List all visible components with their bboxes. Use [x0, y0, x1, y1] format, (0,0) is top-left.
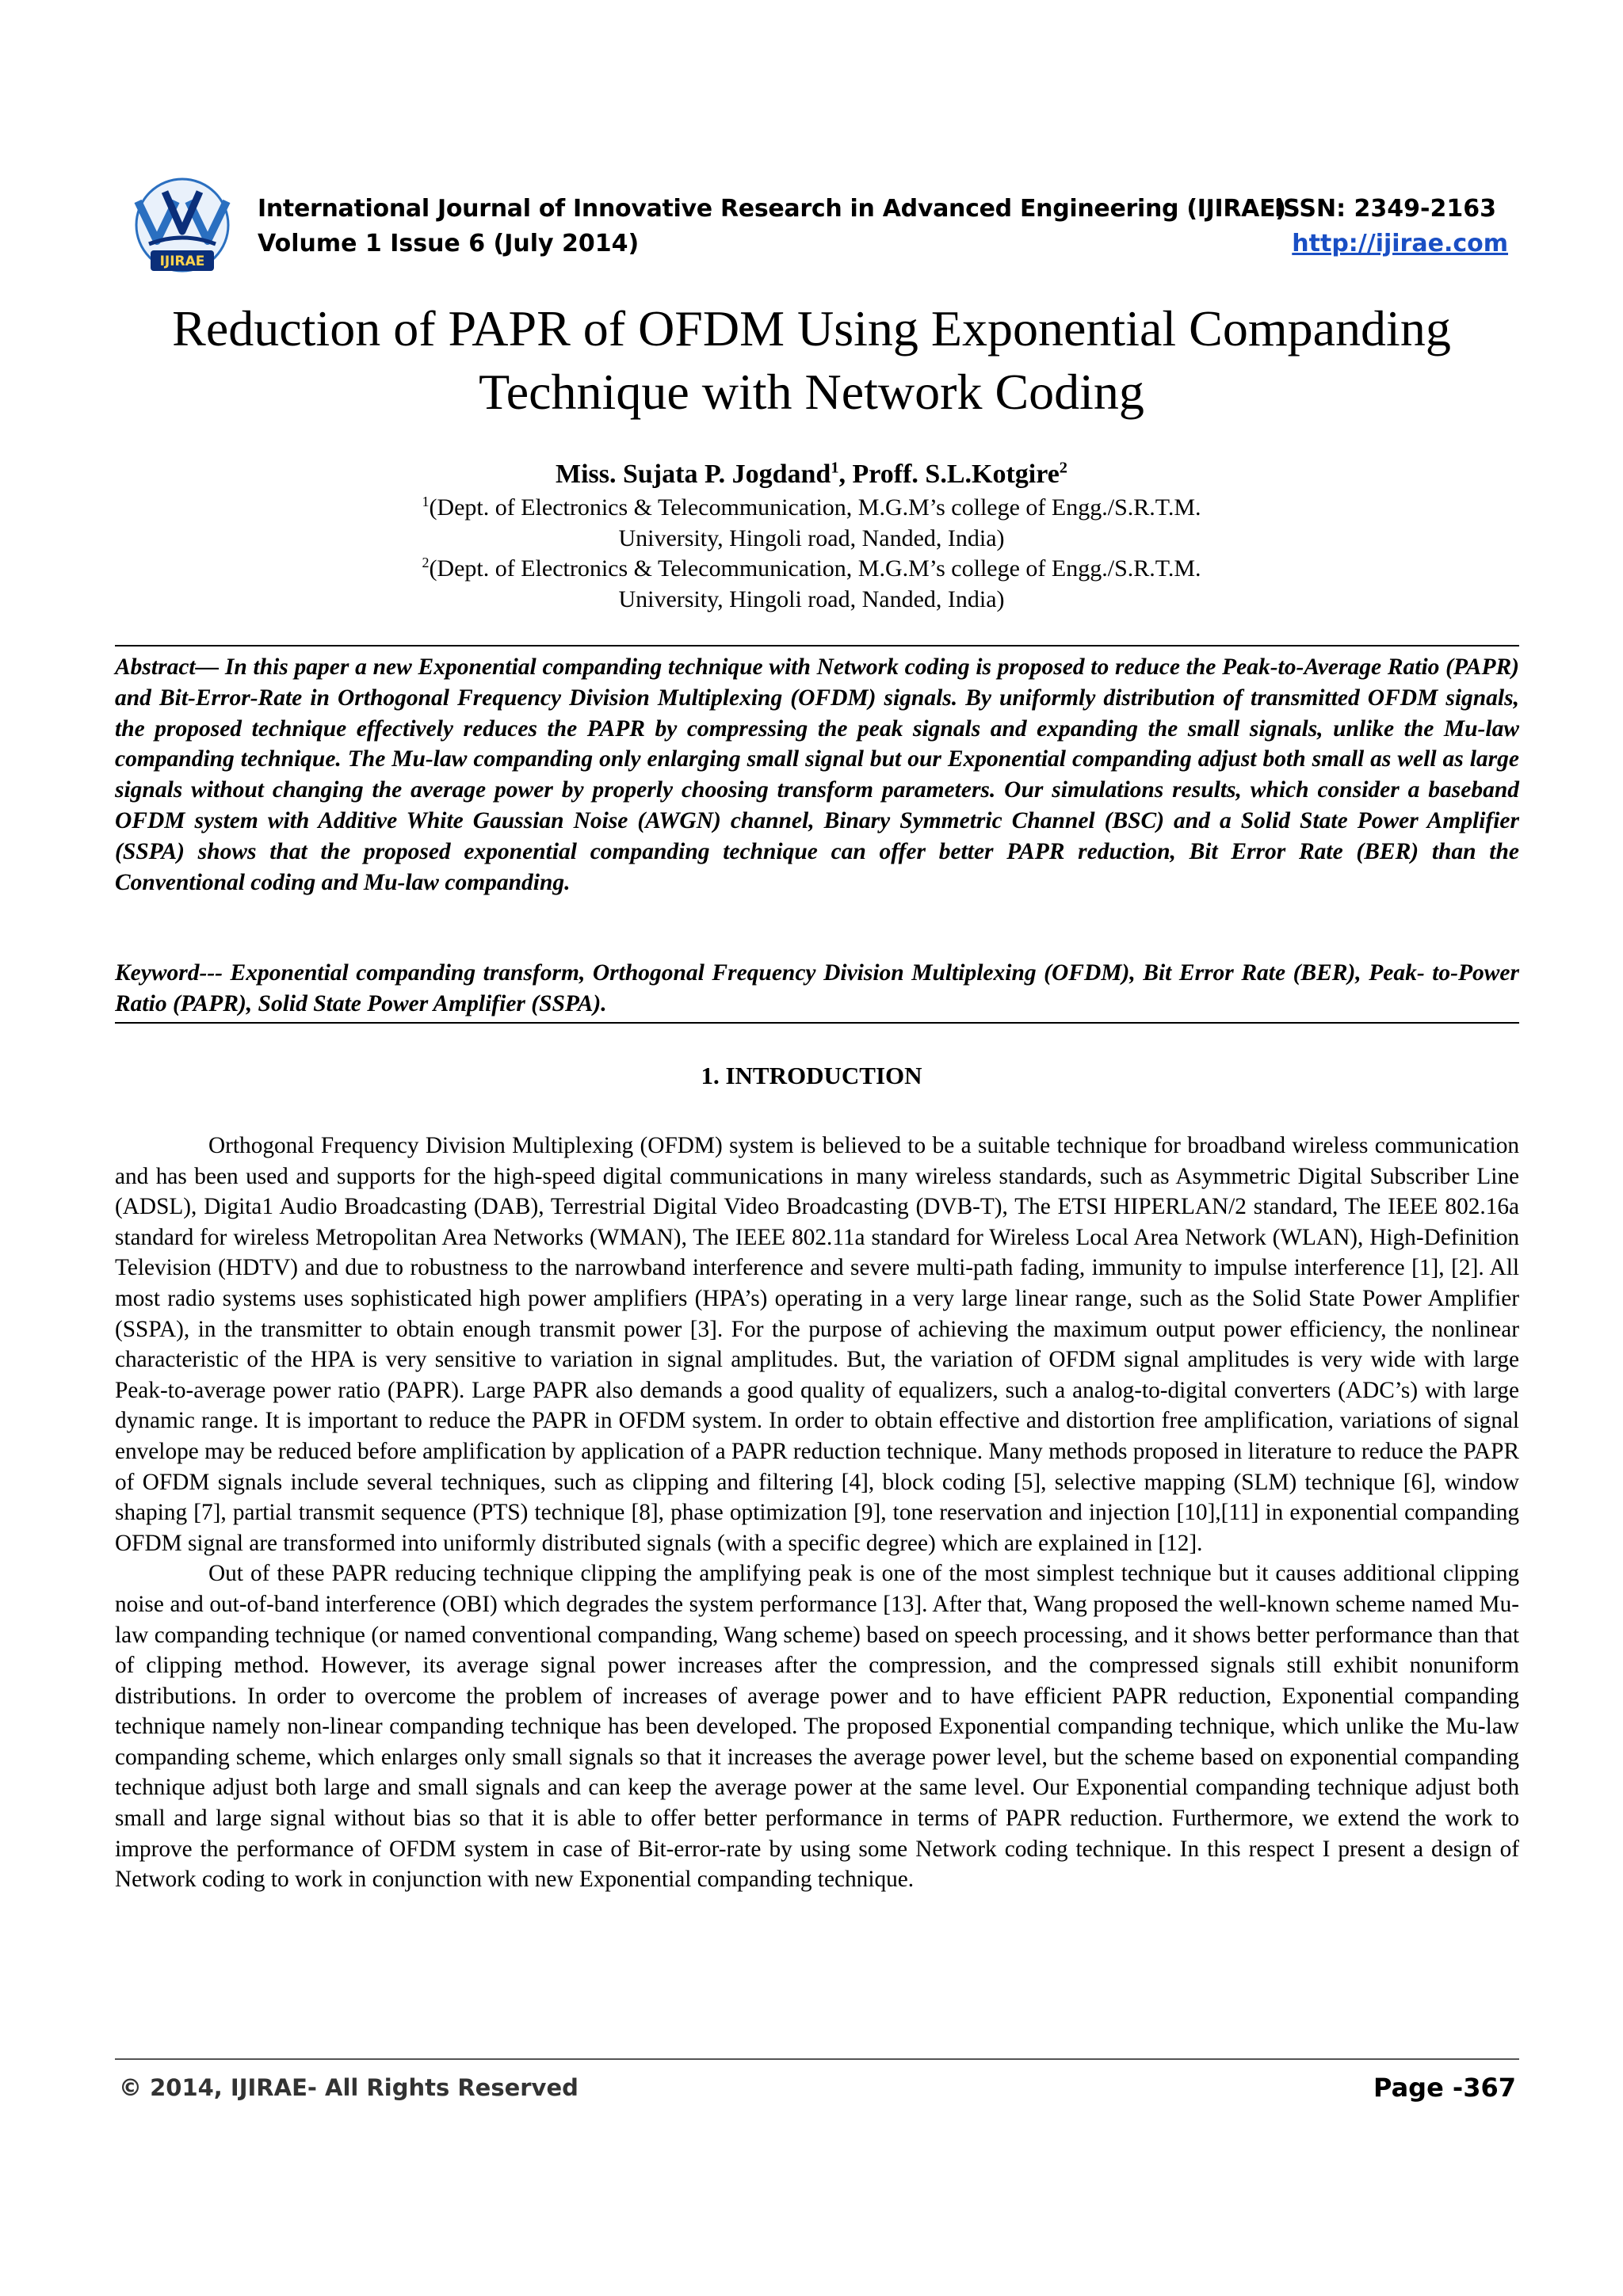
author-list	[111, 460, 1512, 490]
ijirae-logo	[119, 176, 246, 279]
author-1-affil-mark: 1	[831, 459, 839, 477]
affiliation-1-text: (Dept. of Electronics & Telecommunication, M.G.M’s college of Engg./S.R.T.M.	[429, 494, 1201, 521]
affiliation-2-line-1	[111, 554, 1512, 585]
paragraph-1: Orthogonal Frequency Division Multiplexing (OFDM) system is believed to be a suitable technique for broadband wireless communication and has been used and supports for the high-speed digital communications in many wireless standards, such as Asymmetric Digital Subscriber Line (ADSL), Digita1 Audio Broadcasting (DAB), Terrestrial Digital Video Broadcasting (DVB-T), The ETSI HIPERLAN/2 standard, The IEEE 802.16a standard for wireless Metropolitan Area Networks (WMAN), The IEEE 802.11a standard for Wireless Local Area Network (WLAN), High-Definition Television (HDTV) and due to robustness to the narrowband interference and severe multi-path fading, immunity to impulse interference [1], [2]. All most radio systems uses sophisticated high power amplifiers (HPA’s) operating in a very large linear range, such as the Solid State Power Amplifier (SSPA), in the transmitter to obtain enough transmit power [3]. For the purpose of achieving the maximum output power efficiency, the nonlinear characteristic of the HPA is very sensitive to variation in signal amplitudes. But, the variation of OFDM signal amplitudes is very wide with large Peak-to-average power ratio (PAPR). Large PAPR also demands a good quality of equalizers, such a analog-to-digital converters (ADC’s) with large dynamic range. It is important to reduce the PAPR in OFDM system. In order to obtain effective and distortion free amplification, variations of signal envelope may be reduced before amplification by application of a PAPR reduction technique. Many methods proposed in literature to reduce the PAPR of OFDM signals include several techniques, such as clipping and filtering [4], block coding [5], selective mapping (SLM) technique [6], window shaping [7], partial transmit sequence (PTS) technique [8], phase optimization [9], tone reservation and injection [10],[11] in exponential companding OFDM signal are transformed into uniformly distributed signals (with a specific degree) which are explained in [12].	[115, 1133, 1519, 1556]
paper-title	[111, 297, 1512, 424]
journal-logo-icon	[119, 176, 246, 279]
affiliation-1-mark: 1	[422, 494, 430, 509]
author-2: Proff. S.L.Kotgire	[852, 460, 1060, 489]
author-separator: ,	[838, 460, 853, 489]
title-line-1: Reduction of PAPR of OFDM Using Exponential Companding	[172, 300, 1451, 357]
author-1: Miss. Sujata P. Jogdand	[555, 460, 831, 489]
author-2-affil-mark: 2	[1059, 459, 1067, 477]
affiliation-1-line-1	[111, 493, 1512, 524]
journal-url-link[interactable]: http://ijirae.com	[1292, 230, 1508, 257]
journal-volume: Volume 1 Issue 6 (July 2014)	[258, 230, 640, 257]
affiliations	[111, 493, 1512, 615]
affiliation-2-mark: 2	[422, 555, 430, 570]
journal-name: International Journal of Innovative Research in Advanced Engineering (IJIRAE)	[258, 195, 1286, 223]
keywords-bottom-rule	[115, 1022, 1519, 1024]
abstract-top-rule	[115, 645, 1519, 646]
journal-issn: ISSN: 2349-2163	[1274, 195, 1496, 223]
page-number: Page -367	[1373, 2073, 1516, 2103]
affiliation-2-line-2: University, Hingoli road, Nanded, India)	[618, 585, 1005, 612]
copyright-notice: © 2014, IJIRAE- All Rights Reserved	[119, 2074, 579, 2101]
keywords: Keyword--- Exponential companding transform, Orthogonal Frequency Division Multiplexing (OFDM), Bit Error Rate (BER), Peak- to-Power Ratio (PAPR), Solid State Power Amplifier (SSPA).	[115, 960, 1519, 1016]
affiliation-1-line-2: University, Hingoli road, Nanded, India)	[618, 524, 1005, 551]
footer-rule	[115, 2058, 1519, 2060]
paragraph-2: Out of these PAPR reducing technique clipping the amplifying peak is one of the most simplest technique but it causes additional clipping noise and out-of-band interference (OBI) which degrades the system performance [13]. After that, Wang proposed the well-known scheme named Mu-law companding technique (or named conventional companding, Wang scheme) based on speech processing, and it shows better performance than that of clipping method. However, its average signal power increases after the compression, and the compressed signals still exhibit nonuniform distributions. In order to overcome the problem of increases of average power and to have efficient PAPR reduction, Exponential companding technique namely non-linear companding technique has been developed. The proposed Exponential companding technique, which unlike the Mu-law companding scheme, which enlarges only small signals so that it increases the average power level, but the scheme based on exponential companding technique adjust both large and small signals and can keep the average power at the same level. Our Exponential companding technique adjust both small and large signal without bias so that it is able to offer better performance in terms of PAPR reduction. Furthermore, we extend the work to improve the performance of OFDM system in case of Bit-error-rate by using some Network coding technique. In this respect I present a design of Network coding to work in conjunction with new Exponential companding technique.	[115, 1561, 1519, 1893]
introduction-body	[115, 1131, 1519, 1895]
section-heading: 1. INTRODUCTION	[701, 1062, 922, 1089]
abstract: Abstract— In this paper a new Exponential companding technique with Network coding is proposed to reduce the Peak-to-Average Ratio (PAPR) and Bit-Error-Rate in Orthogonal Frequency Division Multiplexing (OFDM) signals. By uniformly distribution of transmitted OFDM signals, the proposed technique effectively reduces the PAPR by compressing the peak signals and expanding the small signals, unlike the Mu-law companding technique. The Mu-law companding only enlarging small signal but our Exponential companding adjust both small as well as large signals without changing the average power by properly choosing transform parameters. Our simulations results, which consider a baseband OFDM system with Additive White Gaussian Noise (AWGN) channel, Binary Symmetric Channel (BSC) and a Solid State Power Amplifier (SSPA) shows that the proposed exponential companding technique can offer better PAPR reduction, Bit Error Rate (BER) than the Conventional coding and Mu-law companding.	[115, 654, 1519, 895]
logo-text: IJIRAE	[159, 254, 205, 269]
affiliation-2-text: (Dept. of Electronics & Telecommunication, M.G.M’s college of Engg./S.R.T.M.	[429, 555, 1201, 582]
title-line-2: Technique with Network Coding	[479, 364, 1144, 420]
